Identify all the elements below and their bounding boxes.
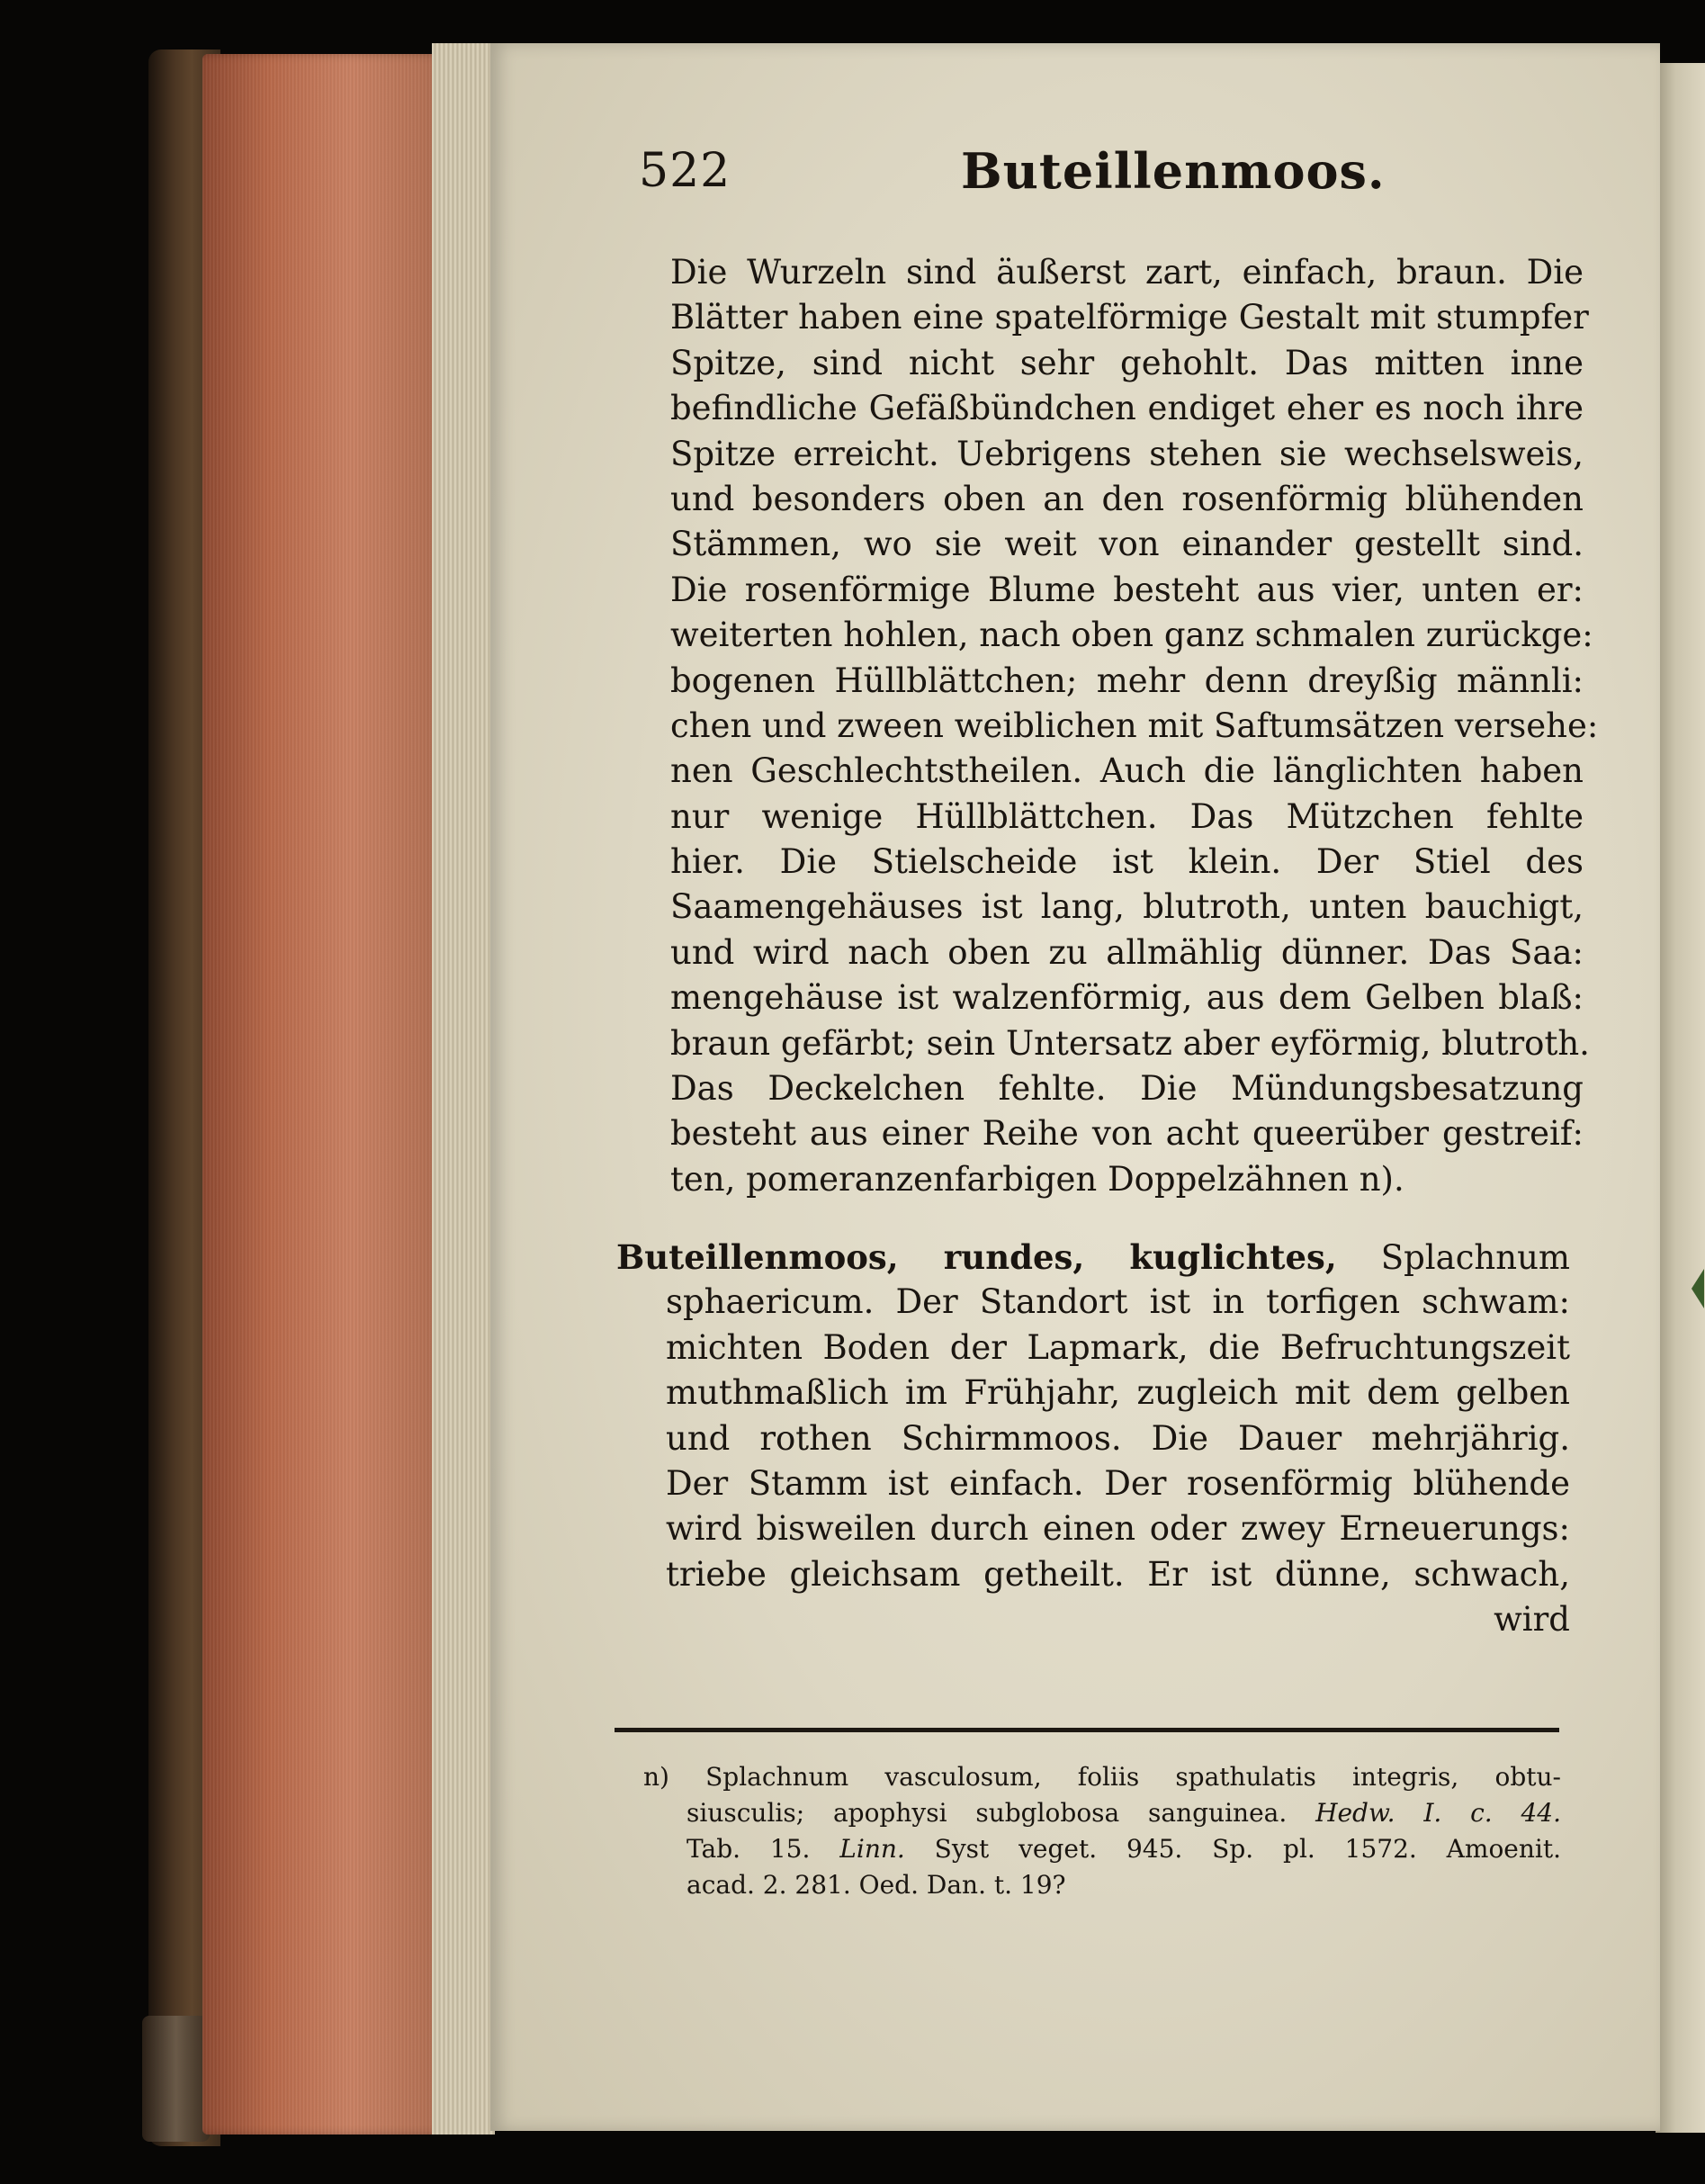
species-entry [616,1235,1570,1643]
text-line: Blätter haben eine spatelförmige Gestalt mit stumpfer [670,298,1589,337]
footnote-rule [615,1728,1559,1732]
text-line: und wird nach oben zu allmählig dünner. Das Saa: [670,932,1584,972]
text-line: Die Wurzeln sind äußerst zart, einfach, braun. Die [670,253,1584,292]
text-line: wird bisweilen durch einen oder zwey Erneuerungs: [666,1509,1570,1549]
text-line: und rothen Schirmmoos. Die Dauer mehrjährig. [666,1418,1570,1458]
text-line: bogenen Hüllblättchen; mehr denn dreyßig männli: [670,661,1584,700]
text-line: sphaericum. Der Standort ist in torfigen schwam: [666,1282,1570,1322]
entry-heading: Buteillenmoos, rundes, kuglichtes, [616,1237,1337,1277]
footnote-reference: Hedw. I. c. 44. [1315,1798,1561,1828]
footnote-line [643,1831,1561,1867]
text-line: Das Deckelchen fehlte. Die Mündungsbesatzung [670,1069,1584,1109]
text-line: und besonders oben an den rosenförmig blühenden [670,479,1584,518]
running-head: Buteillenmoos. [961,142,1386,200]
text-line: hier. Die Stielscheide ist klein. Der Stiel des [670,842,1584,882]
entry-heading-line [616,1235,1570,1280]
footnote-reference: Linn. [839,1834,905,1864]
text-line: Der Stamm ist einfach. Der rosenförmig blühende [666,1463,1570,1503]
text-line: Stämmen, wo sie weit von einander gestellt sind. [670,525,1584,564]
book-cover-corner [142,2016,210,2142]
page-number: 522 [639,144,731,198]
text-line: nen Geschlechtstheilen. Auch die länglichten haben [670,751,1584,791]
text-line: mengehäuse ist walzenförmig, aus dem Gelben blaß: [670,978,1584,1018]
text-line: michten Boden der Lapmark, die Befruchtungszeit [666,1327,1570,1367]
text-line: triebe gleichsam getheilt. Er ist dünne, schwach, [666,1554,1570,1594]
text-line: chen und zween weiblichen mit Saftumsätzen versehe: [670,706,1599,745]
footnote-text: Syst veget. 945. Sp. pl. 1572. Amoenit. [934,1834,1562,1864]
footnote-line: acad. 2. 281. Oed. Dan. t. 19? [686,1870,1066,1900]
text-line: Die rosenförmige Blume besteht aus vier, unten er: [670,570,1584,609]
text-line: ten, pomeranzenfarbigen Doppelzähnen n). [670,1159,1404,1199]
footnote-line [643,1795,1561,1831]
text-line: Saamengehäuses ist lang, blutroth, unten bauchigt, [670,887,1584,927]
entry-latin-name: Splachnum [1380,1238,1570,1277]
footnote-marker: n) [643,1762,669,1792]
text-line: muthmaßlich im Frühjahr, zugleich mit dem gelben [666,1373,1570,1413]
body-text [670,250,1599,1202]
text-line: braun gefärbt; sein Untersatz aber eyförmig, blutroth. [670,1023,1590,1063]
catchword: wird [1494,1600,1570,1640]
facing-page-mark [1692,1269,1704,1308]
footnote [643,1759,1561,1903]
facing-page-edge [1656,63,1705,2133]
footnote-line [643,1759,1561,1795]
page-block-cream-edges [432,43,495,2135]
footnote-text: Tab. 15. [686,1834,811,1864]
text-line: Spitze, sind nicht sehr gehohlt. Das mitten inne [670,343,1584,382]
footnote-text: Splachnum vasculosum, foliis spathulatis integris, obtu- [705,1762,1561,1792]
text-line: nur wenige Hüllblättchen. Das Mützchen fehlte [670,796,1584,836]
footnote-text: siusculis; apophysi subglobosa sanguinea. [686,1798,1288,1828]
text-line: Spitze erreicht. Uebrigens stehen sie wechselsweis, [670,434,1584,473]
text-line: befindliche Gefäßbündchen endiget eher es noch ihre [670,389,1584,428]
text-line: weiterten hohlen, nach oben ganz schmalen zurückge: [670,616,1593,655]
text-line: besteht aus einer Reihe von acht queerüber gestreif: [670,1114,1584,1154]
